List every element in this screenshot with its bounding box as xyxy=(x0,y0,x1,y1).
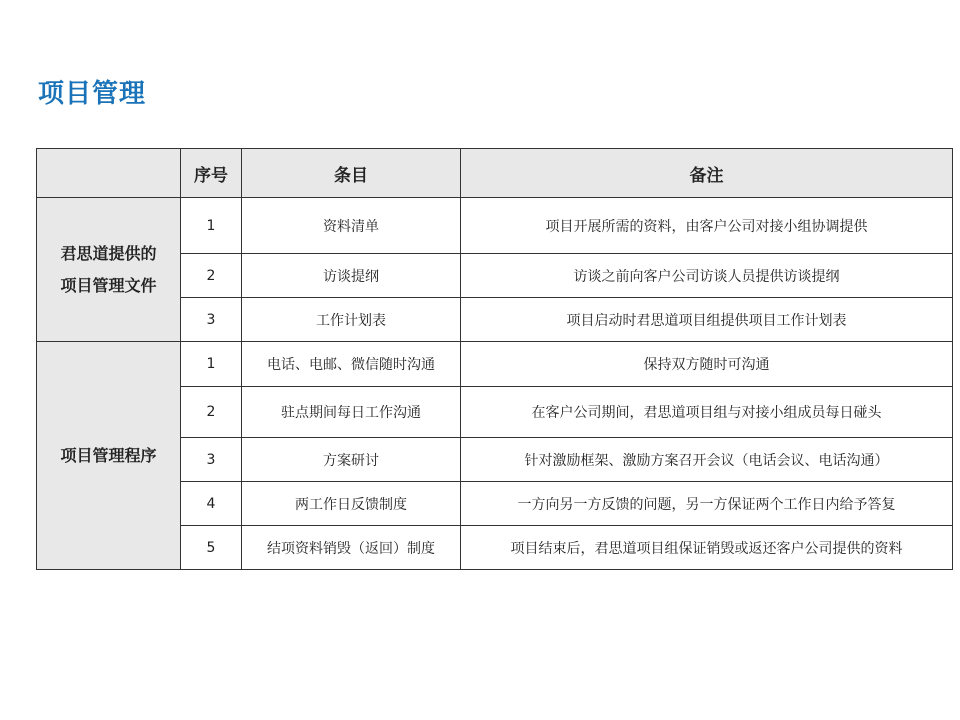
row-number: 2 xyxy=(181,254,242,298)
row-number: 2 xyxy=(181,387,242,438)
group-label-line: 项目管理程序 xyxy=(60,445,157,465)
row-note: 项目开展所需的资料，由客户公司对接小组协调提供 xyxy=(461,198,953,254)
group-label-documents xyxy=(37,198,181,342)
row-note: 项目启动时君思道项目组提供项目工作计划表 xyxy=(461,298,953,342)
row-number: 3 xyxy=(181,298,242,342)
page-title: 项目管理 xyxy=(38,79,147,109)
row-note: 一方向另一方反馈的问题，另一方保证两个工作日内给予答复 xyxy=(461,482,953,526)
row-note: 项目结束后，君思道项目组保证销毁或返还客户公司提供的资料 xyxy=(461,526,953,570)
row-item: 两工作日反馈制度 xyxy=(242,482,461,526)
row-item: 访谈提纲 xyxy=(242,254,461,298)
row-number: 5 xyxy=(181,526,242,570)
group-label-line: 君思道提供的 xyxy=(60,243,157,263)
header-item: 条目 xyxy=(242,149,461,198)
table-header-row xyxy=(37,149,953,198)
row-item: 方案研讨 xyxy=(242,438,461,482)
row-number: 1 xyxy=(181,342,242,387)
header-group xyxy=(37,149,181,198)
row-note: 在客户公司期间，君思道项目组与对接小组成员每日碰头 xyxy=(461,387,953,438)
row-number: 3 xyxy=(181,438,242,482)
group-label-line: 项目管理文件 xyxy=(60,275,157,295)
header-note: 备注 xyxy=(461,149,953,198)
row-note: 保持双方随时可沟通 xyxy=(461,342,953,387)
row-number: 1 xyxy=(181,198,242,254)
row-note: 访谈之前向客户公司访谈人员提供访谈提纲 xyxy=(461,254,953,298)
row-item: 工作计划表 xyxy=(242,298,461,342)
header-number: 序号 xyxy=(181,149,242,198)
row-item: 驻点期间每日工作沟通 xyxy=(242,387,461,438)
row-item: 结项资料销毁（返回）制度 xyxy=(242,526,461,570)
row-item: 资料清单 xyxy=(242,198,461,254)
project-management-table xyxy=(36,148,953,570)
group-label-procedures xyxy=(37,342,181,570)
row-item: 电话、电邮、微信随时沟通 xyxy=(242,342,461,387)
table-row xyxy=(37,198,953,254)
row-number: 4 xyxy=(181,482,242,526)
row-note: 针对激励框架、激励方案召开会议（电话会议、电话沟通） xyxy=(461,438,953,482)
table-row xyxy=(37,342,953,387)
